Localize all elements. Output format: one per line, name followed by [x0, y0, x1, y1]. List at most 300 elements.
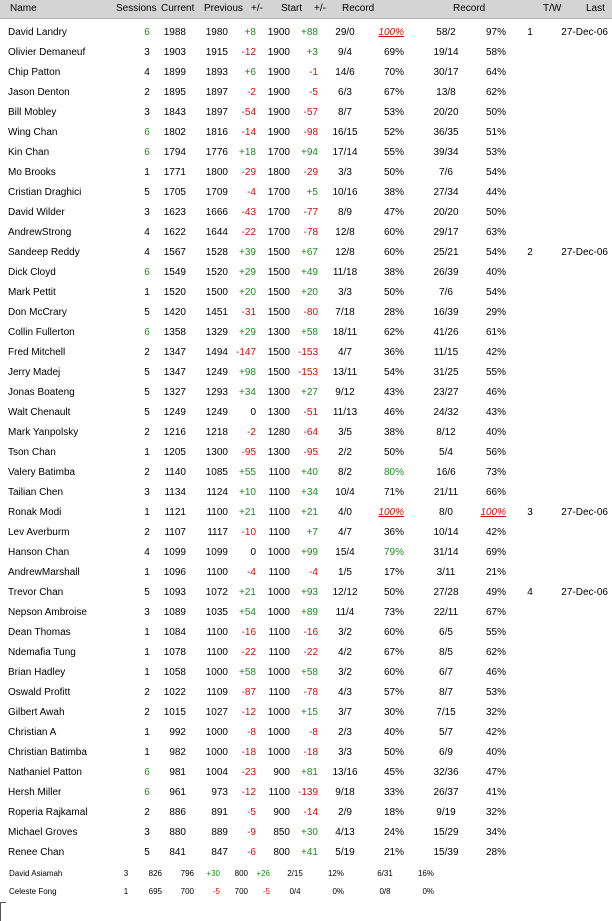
cell-rec2: 20/20: [433, 207, 459, 218]
cell-current: 1022: [163, 687, 186, 698]
cell-rec2: 16/39: [433, 307, 459, 318]
cell-sessions: 3: [144, 607, 150, 618]
cell-diff1: +10: [239, 487, 256, 498]
cell-start: 1000: [267, 607, 290, 618]
cell-diff2: +94: [301, 147, 318, 158]
table-row[interactable]: [0, 483, 612, 503]
cell-diff2: +41: [301, 847, 318, 858]
cell-diff1: -5: [247, 807, 256, 818]
cell-pct1: 100%: [378, 507, 404, 518]
cell-pct1: 71%: [383, 487, 404, 498]
cell-pct2: 46%: [485, 667, 506, 678]
cell-rec1: 3/2: [338, 627, 352, 638]
cell-start: 1700: [267, 147, 290, 158]
cell-name: Roperia Rajkamal: [8, 807, 88, 818]
cell-pct1: 57%: [383, 687, 404, 698]
cell-start: 800: [234, 869, 248, 878]
cell-sessions: 6: [144, 767, 150, 778]
table-row[interactable]: [0, 23, 612, 43]
table-row[interactable]: [0, 803, 612, 823]
cell-name: David Wilder: [8, 207, 65, 218]
cell-diff2: +58: [301, 327, 318, 338]
cell-pct1: 18%: [383, 807, 404, 818]
table-row[interactable]: [0, 383, 612, 403]
cell-pct1: 50%: [383, 587, 404, 598]
cell-rec2: 31/14: [433, 547, 459, 558]
cell-name: Fred Mitchell: [8, 347, 66, 358]
cell-sessions: 2: [144, 427, 150, 438]
cell-pct1: 54%: [383, 367, 404, 378]
cell-pct2: 56%: [485, 447, 506, 458]
cell-diff2: -77: [303, 207, 318, 218]
cell-diff1: +55: [239, 467, 256, 478]
table-row[interactable]: [0, 563, 612, 583]
cell-start: 700: [234, 887, 248, 896]
table-row[interactable]: [0, 303, 612, 323]
cell-pct2: 97%: [485, 27, 506, 38]
cell-previous: 973: [211, 787, 228, 798]
table-row[interactable]: [0, 623, 612, 643]
cell-current: 1084: [163, 627, 186, 638]
cell-previous: 889: [211, 827, 228, 838]
cell-diff1: -16: [241, 627, 256, 638]
cell-rec1: 12/8: [335, 247, 355, 258]
cell-last: 27-Dec-06: [561, 27, 608, 38]
cell-pct2: 42%: [485, 727, 506, 738]
cell-pct2: 49%: [485, 587, 506, 598]
table-row[interactable]: [0, 183, 612, 203]
cell-current: 1549: [163, 267, 186, 278]
table-row[interactable]: [0, 743, 612, 763]
table-row[interactable]: [0, 463, 612, 483]
table-row[interactable]: [0, 583, 612, 603]
cell-pct2: 54%: [485, 167, 506, 178]
cell-rec1: 9/4: [338, 47, 352, 58]
cell-pct1: 60%: [383, 227, 404, 238]
cell-current: 1623: [163, 207, 186, 218]
cell-pct1: 67%: [383, 647, 404, 658]
cell-diff1: +34: [239, 387, 256, 398]
cell-sessions: 2: [144, 687, 150, 698]
cell-start: 1700: [267, 187, 290, 198]
cell-rec1: 1/5: [338, 567, 352, 578]
cell-name: Oswald Profitt: [8, 687, 71, 698]
cell-diff2: +15: [301, 707, 318, 718]
cell-current: 1802: [163, 127, 186, 138]
cell-current: 1899: [163, 67, 186, 78]
cell-pct2: 69%: [485, 547, 506, 558]
cell-name: Sandeep Reddy: [8, 247, 80, 258]
cell-start: 800: [273, 847, 290, 858]
cell-previous: 1494: [205, 347, 228, 358]
cell-sessions: 2: [144, 527, 150, 538]
cell-pct2: 34%: [485, 827, 506, 838]
cell-diff2: -80: [303, 307, 318, 318]
cell-rec2: 21/11: [433, 487, 459, 498]
cell-name: Tson Chan: [8, 447, 56, 458]
cell-previous: 1776: [205, 147, 228, 158]
cell-diff1: -95: [241, 447, 256, 458]
cell-pct2: 40%: [485, 427, 506, 438]
cell-start: 1280: [267, 427, 290, 438]
cell-diff2: -22: [303, 647, 318, 658]
cell-start: 1800: [267, 167, 290, 178]
cell-current: 1134: [164, 487, 186, 498]
cell-previous: 1915: [205, 47, 228, 58]
cell-name: Mo Brooks: [8, 167, 56, 178]
cell-rec1: 3/3: [338, 287, 352, 298]
cell-start: 1900: [267, 67, 290, 78]
table-row[interactable]: [0, 443, 612, 463]
cell-previous: 1072: [205, 587, 228, 598]
cell-diff2: +99: [301, 547, 318, 558]
cell-rec2: 7/15: [436, 707, 456, 718]
table-row[interactable]: [0, 423, 612, 443]
cell-diff2: +3: [306, 47, 318, 58]
cell-sessions: 1: [144, 647, 150, 658]
cell-rec1: 4/2: [338, 647, 352, 658]
cell-pct1: 100%: [378, 27, 404, 38]
table-row[interactable]: [0, 866, 612, 884]
cell-pct2: 32%: [485, 807, 506, 818]
cell-sessions: 6: [144, 127, 150, 138]
col-header-sessions[interactable]: Sessions: [116, 3, 157, 14]
cell-start: 1100: [268, 647, 290, 658]
cell-rec2: 5/7: [439, 727, 453, 738]
cell-diff1: -4: [247, 567, 256, 578]
cell-current: 1843: [163, 107, 186, 118]
cell-pct2: 28%: [485, 847, 506, 858]
cell-diff1: 0: [250, 547, 256, 558]
cell-diff2: -8: [309, 727, 318, 738]
cell-previous: 1897: [205, 87, 228, 98]
cell-sessions: 3: [144, 827, 150, 838]
cell-start: 900: [273, 807, 290, 818]
cell-diff2: -64: [303, 427, 318, 438]
cell-current: 1205: [163, 447, 186, 458]
cell-current: 1567: [163, 247, 186, 258]
cell-previous: 1109: [206, 687, 228, 698]
cell-current: 1015: [163, 707, 186, 718]
cell-name: Don McCrary: [8, 307, 67, 318]
cell-start: 1900: [267, 47, 290, 58]
table-row[interactable]: [0, 643, 612, 663]
table-row[interactable]: [0, 323, 612, 343]
cell-previous: 1893: [205, 67, 228, 78]
table-row[interactable]: [0, 884, 612, 902]
cell-pct2: 55%: [485, 367, 506, 378]
cell-pct2: 21%: [485, 567, 506, 578]
cell-diff2: +40: [301, 467, 318, 478]
cell-diff1: -18: [241, 747, 256, 758]
cell-diff2: +81: [301, 767, 318, 778]
cell-sessions: 1: [144, 747, 150, 758]
cell-previous: 1100: [206, 567, 228, 578]
cell-diff2: +7: [306, 527, 318, 538]
cell-diff2: -14: [303, 807, 318, 818]
col-header-start[interactable]: Start: [281, 3, 303, 14]
cell-diff2: +34: [301, 487, 318, 498]
cell-pct2: 43%: [485, 407, 506, 418]
cell-start: 1500: [267, 347, 290, 358]
table-row[interactable]: [0, 243, 612, 263]
cell-rec2: 11/15: [433, 347, 459, 358]
cell-start: 1500: [267, 307, 290, 318]
cell-rec2: 23/27: [433, 387, 459, 398]
col-header-current[interactable]: Current: [161, 3, 195, 14]
cell-diff2: +93: [301, 587, 318, 598]
cell-rec1: 4/3: [338, 687, 352, 698]
cell-start: 1100: [268, 507, 290, 518]
cell-name: Walt Chenault: [8, 407, 71, 418]
table-row[interactable]: [0, 143, 612, 163]
cell-pct2: 44%: [485, 187, 506, 198]
table-row[interactable]: [0, 343, 612, 363]
cell-pct2: 58%: [485, 47, 506, 58]
table-row[interactable]: [0, 763, 612, 783]
cell-pct1: 73%: [383, 607, 404, 618]
table-row[interactable]: [0, 523, 612, 543]
cell-start: 1100: [268, 487, 290, 498]
cell-sessions: 1: [144, 567, 150, 578]
cell-rec1: 3/3: [338, 167, 352, 178]
table-row[interactable]: [0, 123, 612, 143]
cell-rec1: 3/5: [338, 427, 352, 438]
cell-pct2: 42%: [485, 347, 506, 358]
cell-pct1: 40%: [383, 727, 404, 738]
table-row[interactable]: [0, 223, 612, 243]
cell-pct2: 62%: [485, 87, 506, 98]
cell-diff2: +49: [301, 267, 318, 278]
table-row[interactable]: [0, 103, 612, 123]
cell-current: 1058: [163, 667, 186, 678]
cell-sessions: 3: [123, 869, 129, 878]
cell-name: AndrewMarshall: [8, 567, 80, 578]
cell-sessions: 4: [144, 67, 150, 78]
cell-diff2: +88: [301, 27, 318, 38]
cell-current: 982: [169, 747, 186, 758]
cell-previous: 1329: [205, 327, 228, 338]
cell-rec1: 9/18: [335, 787, 355, 798]
table-row[interactable]: [0, 503, 612, 523]
cell-pct1: 30%: [383, 707, 404, 718]
cell-rec1: 4/13: [335, 827, 355, 838]
cell-rec2: 58/2: [436, 27, 456, 38]
cell-diff1: -8: [247, 727, 256, 738]
cell-pct1: 79%: [383, 547, 404, 558]
col-header-previous[interactable]: Previous: [204, 3, 243, 14]
cell-name: Renee Chan: [8, 847, 65, 858]
cell-start: 1100: [268, 567, 290, 578]
cell-pct1: 52%: [383, 127, 404, 138]
cell-current: 1093: [163, 587, 186, 598]
cell-rec2: 6/7: [439, 667, 453, 678]
col-header-diff2[interactable]: +/-: [314, 3, 326, 14]
cell-start: 1900: [267, 107, 290, 118]
cell-start: 1000: [267, 707, 290, 718]
cell-diff2: -18: [303, 747, 318, 758]
cell-pct1: 43%: [383, 387, 404, 398]
table-row[interactable]: [0, 723, 612, 743]
cell-pct2: 53%: [485, 147, 506, 158]
cell-previous: 1249: [205, 407, 228, 418]
col-header-tw[interactable]: T/W: [543, 3, 562, 14]
cell-last: 27-Dec-06: [561, 587, 608, 598]
cell-diff1: -5: [212, 887, 220, 896]
cell-rec2: 24/32: [433, 407, 459, 418]
cell-pct1: 36%: [383, 527, 404, 538]
cell-diff1: -29: [241, 167, 256, 178]
cell-pct1: 33%: [383, 787, 404, 798]
table-row[interactable]: [0, 663, 612, 683]
col-header-diff1[interactable]: +/-: [251, 3, 263, 14]
cell-rec1: 10/16: [332, 187, 358, 198]
table-row[interactable]: [0, 83, 612, 103]
cell-current: 1358: [163, 327, 186, 338]
table-row[interactable]: [0, 63, 612, 83]
cell-diff2: +67: [301, 247, 318, 258]
cell-diff1: -12: [241, 707, 256, 718]
table-row[interactable]: [0, 823, 612, 843]
cell-sessions: 5: [144, 407, 150, 418]
cell-pct1: 36%: [383, 347, 404, 358]
cell-start: 1500: [267, 247, 290, 258]
cell-name: Wing Chan: [8, 127, 58, 138]
cell-sessions: 4: [144, 227, 150, 238]
cell-diff1: -43: [241, 207, 256, 218]
table-row[interactable]: [0, 683, 612, 703]
cell-current: 1771: [163, 167, 186, 178]
table-row[interactable]: [0, 403, 612, 423]
cell-pct2: 0%: [422, 887, 434, 896]
cell-rec1: 12/8: [335, 227, 355, 238]
cell-name: Kin Chan: [8, 147, 50, 158]
cell-diff2: -95: [303, 447, 318, 458]
cell-previous: 1644: [205, 227, 228, 238]
cell-diff1: -10: [241, 527, 256, 538]
cell-diff2: +89: [301, 607, 318, 618]
cell-name: Gilbert Awah: [8, 707, 65, 718]
cell-current: 1347: [163, 367, 186, 378]
cell-current: 695: [148, 887, 162, 896]
cell-pct2: 50%: [485, 207, 506, 218]
cell-diff1: +30: [206, 869, 220, 878]
cell-diff1: +58: [239, 667, 256, 678]
cell-rec2: 20/20: [433, 107, 459, 118]
cell-rec1: 8/9: [338, 207, 352, 218]
cell-sessions: 1: [123, 887, 129, 896]
cell-pct1: 53%: [383, 107, 404, 118]
table-row[interactable]: [0, 283, 612, 303]
cell-rec1: 11/4: [335, 607, 355, 618]
cell-current: 1216: [163, 427, 186, 438]
table-row[interactable]: [0, 843, 612, 863]
table-row[interactable]: [0, 783, 612, 803]
cell-sessions: 1: [144, 667, 150, 678]
table-row[interactable]: [0, 43, 612, 63]
cell-previous: 847: [211, 847, 228, 858]
col-header-record1[interactable]: Record: [342, 3, 375, 14]
cell-diff1: +6: [244, 67, 256, 78]
cell-rec1: 3/7: [338, 707, 352, 718]
cell-name: Chip Patton: [8, 67, 61, 78]
cell-pct2: 61%: [485, 327, 506, 338]
cell-rec1: 16/15: [332, 127, 358, 138]
cell-pct2: 54%: [485, 287, 506, 298]
cell-sessions: 3: [144, 47, 150, 58]
cell-name: Mark Yanpolsky: [8, 427, 79, 438]
cell-sessions: 2: [144, 707, 150, 718]
cell-previous: 1897: [205, 107, 228, 118]
cell-rec1: 0/4: [289, 887, 301, 896]
cell-pct2: 73%: [485, 467, 506, 478]
cell-diff1: -9: [247, 827, 256, 838]
cell-start: 1100: [268, 687, 290, 698]
cell-previous: 1099: [205, 547, 228, 558]
cell-sessions: 2: [144, 347, 150, 358]
cell-rec2: 30/17: [433, 67, 459, 78]
cell-pct1: 38%: [383, 187, 404, 198]
table-row[interactable]: [0, 363, 612, 383]
cell-pct2: 67%: [485, 607, 506, 618]
cell-rec2: 27/28: [433, 587, 459, 598]
col-header-last[interactable]: Last: [586, 3, 605, 14]
table-row[interactable]: [0, 203, 612, 223]
table-row[interactable]: [0, 163, 612, 183]
col-header-record2[interactable]: Record: [453, 3, 486, 14]
cell-start: 1500: [267, 267, 290, 278]
cell-previous: 1249: [205, 367, 228, 378]
cell-rec2: 15/29: [433, 827, 459, 838]
table-row[interactable]: [0, 703, 612, 723]
cell-pct2: 47%: [485, 767, 506, 778]
cell-sessions: 5: [144, 187, 150, 198]
cell-diff1: +39: [239, 247, 256, 258]
cell-pct2: 62%: [485, 647, 506, 658]
cell-current: 841: [169, 847, 186, 858]
cell-rec2: 31/25: [433, 367, 459, 378]
cell-pct2: 51%: [485, 127, 506, 138]
cell-name: Trevor Chan: [8, 587, 64, 598]
cell-rec2: 26/39: [433, 267, 459, 278]
cell-name: Mark Pettit: [8, 287, 56, 298]
cell-previous: 1000: [205, 667, 228, 678]
cell-rec2: 36/35: [433, 127, 459, 138]
cell-rec1: 4/7: [338, 347, 352, 358]
cell-rec1: 4/0: [338, 507, 352, 518]
table-row[interactable]: [0, 603, 612, 623]
cell-diff2: -16: [303, 627, 318, 638]
cell-sessions: 5: [144, 387, 150, 398]
cell-rec1: 9/12: [335, 387, 355, 398]
col-header-name[interactable]: Name: [10, 3, 37, 14]
cell-pct2: 63%: [485, 227, 506, 238]
cell-rec1: 14/6: [335, 67, 355, 78]
table-row[interactable]: [0, 263, 612, 283]
cell-sessions: 3: [144, 487, 150, 498]
cell-rec1: 2/9: [338, 807, 352, 818]
cell-start: 1700: [267, 227, 290, 238]
table-row[interactable]: [0, 543, 612, 563]
cell-diff1: 0: [250, 407, 256, 418]
cell-previous: 1117: [207, 527, 228, 538]
cell-start: 1300: [267, 447, 290, 458]
cell-pct1: 67%: [383, 87, 404, 98]
cell-name: Bill Mobley: [8, 107, 57, 118]
cell-pct1: 0%: [332, 887, 344, 896]
cell-current: 1140: [164, 467, 186, 478]
cell-name: Dick Cloyd: [8, 267, 56, 278]
